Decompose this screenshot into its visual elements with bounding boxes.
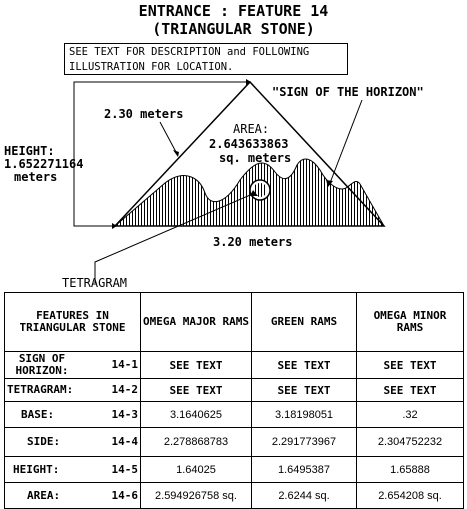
row-id: 14-4 [111, 435, 138, 448]
table-cell: SEE TEXT [141, 379, 252, 402]
row-name: SIGN OF HORIZON: [15, 352, 69, 377]
table-row [5, 379, 464, 402]
table-cell: 2.6244 sq. [252, 483, 357, 509]
table-row [5, 457, 464, 483]
table-cell: 2.654208 sq. [357, 483, 464, 509]
instruction-line-1: SEE TEXT FOR DESCRIPTION and FOLLOWING [69, 46, 310, 58]
table-cell: 1.64025 [141, 457, 252, 483]
table-row [5, 352, 464, 379]
table-cell: SEE TEXT [252, 379, 357, 402]
area-label-1: AREA: [233, 122, 270, 136]
page-subtitle: (TRIANGULAR STONE) [152, 20, 315, 38]
row-name: BASE: [21, 407, 55, 421]
instruction-line-2: ILLUSTRATION FOR LOCATION. [69, 61, 234, 73]
table-cell: SEE TEXT [357, 352, 464, 379]
height-label-1: HEIGHT: [4, 144, 55, 158]
row-id: 14-6 [111, 488, 138, 502]
header-features: FEATURES IN TRIANGULAR STONE [5, 293, 141, 352]
table-cell: 2.278868783 [141, 428, 252, 457]
row-id: 14-5 [111, 462, 138, 476]
table-row [5, 428, 464, 457]
row-name: SIDE: [27, 435, 61, 448]
table-row [5, 402, 464, 428]
horizon-pointer [330, 100, 362, 183]
height-label-3: meters [14, 170, 58, 184]
table-cell: 1.6495387 [252, 457, 357, 483]
table-cell: 2.594926758 sq. [141, 483, 252, 509]
side-pointer [160, 122, 176, 152]
row-id: 14-1 [111, 358, 138, 371]
tetragram-label: TETRAGRAM [62, 276, 128, 290]
row-name: TETRAGRAM: [7, 383, 74, 396]
table-cell: SEE TEXT [141, 352, 252, 379]
table-cell: .32 [357, 402, 464, 428]
page-title: ENTRANCE : FEATURE 14 [138, 2, 329, 20]
header-omega-major: OMEGA MAJOR RAMS [141, 293, 252, 352]
side-length-label: 2.30 meters [104, 107, 184, 121]
table-cell: 3.1640625 [141, 402, 252, 428]
table-cell: 1.65888 [357, 457, 464, 483]
table-cell: 3.18198051 [252, 402, 357, 428]
hatched-stone-region [115, 159, 384, 226]
row-id: 14-3 [111, 407, 138, 421]
area-label-2: 2.643633863 [209, 137, 289, 151]
row-id: 14-2 [111, 383, 138, 396]
base-length-label: 3.20 meters [213, 235, 293, 249]
horizon-label: "SIGN OF THE HORIZON" [272, 85, 424, 99]
header-omega-minor: OMEGA MINOR RAMS [357, 293, 464, 352]
table-row [5, 483, 464, 509]
table-cell: SEE TEXT [357, 379, 464, 402]
table-cell: SEE TEXT [252, 352, 357, 379]
row-name: HEIGHT: [13, 462, 60, 476]
row-name: AREA: [27, 488, 61, 502]
area-label-3: sq. meters [219, 151, 292, 165]
header-green-rams: GREEN RAMS [252, 293, 357, 352]
measurements-table [4, 292, 464, 509]
table-cell: 2.291773967 [252, 428, 357, 457]
height-label-2: 1.652271164 [4, 157, 84, 171]
table-header-row [5, 293, 464, 352]
table-cell: 2.304752232 [357, 428, 464, 457]
